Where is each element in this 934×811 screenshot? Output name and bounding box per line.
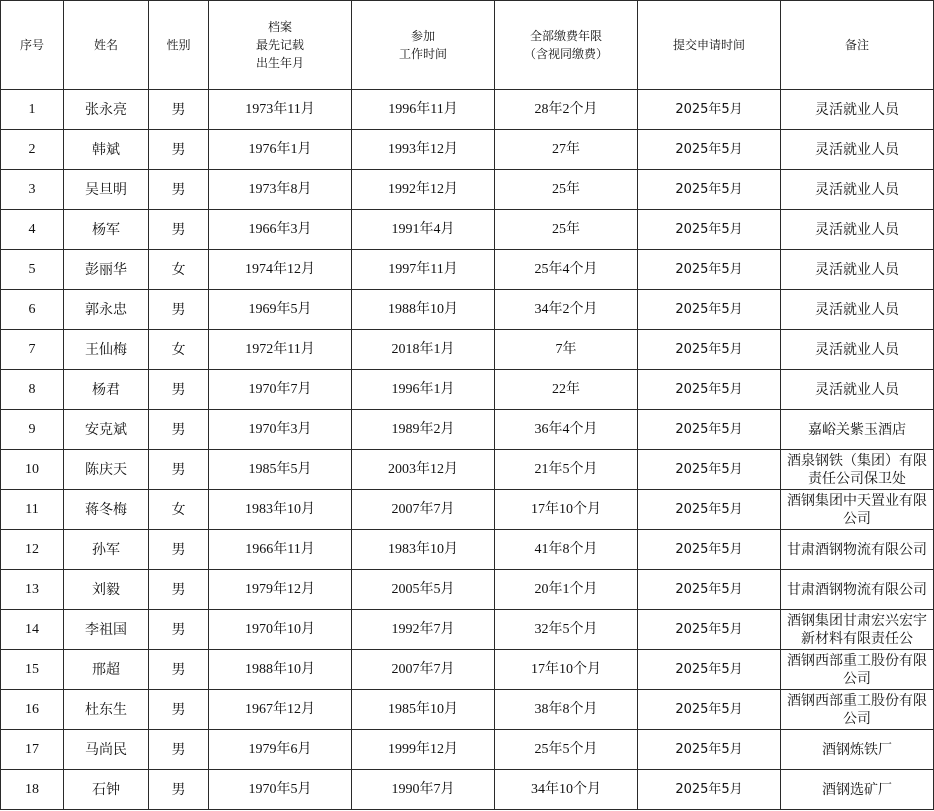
cell-name: 韩斌 <box>64 130 149 170</box>
cell-gender: 男 <box>149 290 209 330</box>
cell-gender: 男 <box>149 690 209 730</box>
cell-index: 5 <box>1 250 64 290</box>
cell-remark <box>781 370 934 410</box>
header-birth <box>209 1 352 90</box>
cell-remark-text: 灵活就业人员 <box>815 181 899 198</box>
cell-name: 李祖国 <box>64 610 149 650</box>
cell-submit-time: 2025年5月 <box>638 370 781 410</box>
cell-birth: 1973年11月 <box>209 90 352 130</box>
table-row <box>1 570 934 610</box>
cell-contribution: 25年 <box>495 210 638 250</box>
cell-submit-time: 2025年5月 <box>638 130 781 170</box>
cell-remark <box>781 650 934 690</box>
cell-name: 陈庆天 <box>64 450 149 490</box>
cell-remark <box>781 530 934 570</box>
cell-gender: 男 <box>149 90 209 130</box>
cell-remark-text: 灵活就业人员 <box>815 261 899 278</box>
header-name: 姓名 <box>64 1 149 90</box>
cell-work-start: 2018年1月 <box>352 330 495 370</box>
cell-index: 4 <box>1 210 64 250</box>
table-row <box>1 250 934 290</box>
cell-work-start: 1988年10月 <box>352 290 495 330</box>
cell-remark-text: 甘肃酒钢物流有限公司 <box>787 581 927 598</box>
table-row <box>1 90 934 130</box>
cell-remark <box>781 490 934 530</box>
cell-work-start: 1983年10月 <box>352 530 495 570</box>
cell-work-start: 1989年2月 <box>352 410 495 450</box>
cell-submit-time: 2025年5月 <box>638 170 781 210</box>
cell-contribution: 7年 <box>495 330 638 370</box>
cell-remark-text: 酒钢西部重工股份有限公司 <box>787 652 927 687</box>
cell-gender: 男 <box>149 450 209 490</box>
cell-remark-text: 灵活就业人员 <box>815 101 899 118</box>
cell-submit-time: 2025年5月 <box>638 90 781 130</box>
cell-birth: 1970年7月 <box>209 370 352 410</box>
cell-gender: 男 <box>149 730 209 770</box>
cell-work-start: 2005年5月 <box>352 570 495 610</box>
cell-contribution: 28年2个月 <box>495 90 638 130</box>
cell-remark-text: 酒钢炼铁厂 <box>822 741 892 758</box>
cell-work-start: 1996年1月 <box>352 370 495 410</box>
cell-index: 17 <box>1 730 64 770</box>
cell-name: 刘毅 <box>64 570 149 610</box>
cell-work-start: 1992年12月 <box>352 170 495 210</box>
cell-work-start: 1997年11月 <box>352 250 495 290</box>
table-row <box>1 410 934 450</box>
table-row <box>1 450 934 490</box>
cell-remark-text: 酒泉钢铁（集团）有限责任公司保卫处 <box>787 452 927 487</box>
table-body <box>1 90 934 810</box>
cell-work-start: 1985年10月 <box>352 690 495 730</box>
cell-contribution: 22年 <box>495 370 638 410</box>
cell-name: 孙军 <box>64 530 149 570</box>
header-work-start-line: 参加 <box>410 29 435 43</box>
cell-remark <box>781 130 934 170</box>
cell-work-start: 1993年12月 <box>352 130 495 170</box>
cell-work-start: 1992年7月 <box>352 610 495 650</box>
cell-remark-text: 酒钢选矿厂 <box>822 781 892 798</box>
cell-remark <box>781 770 934 810</box>
cell-index: 11 <box>1 490 64 530</box>
cell-name: 王仙梅 <box>64 330 149 370</box>
cell-contribution: 34年2个月 <box>495 290 638 330</box>
cell-index: 18 <box>1 770 64 810</box>
cell-remark <box>781 210 934 250</box>
cell-birth: 1976年1月 <box>209 130 352 170</box>
cell-remark <box>781 450 934 490</box>
cell-remark-text: 灵活就业人员 <box>815 141 899 158</box>
cell-remark <box>781 610 934 650</box>
header-contribution-line: （含视同缴费） <box>523 47 608 61</box>
cell-index: 10 <box>1 450 64 490</box>
cell-submit-time: 2025年5月 <box>638 250 781 290</box>
cell-name: 杜东生 <box>64 690 149 730</box>
cell-gender: 男 <box>149 170 209 210</box>
cell-birth: 1970年3月 <box>209 410 352 450</box>
header-contribution <box>495 1 638 90</box>
cell-index: 8 <box>1 370 64 410</box>
cell-contribution: 25年 <box>495 170 638 210</box>
cell-birth: 1967年12月 <box>209 690 352 730</box>
cell-remark <box>781 410 934 450</box>
table-row <box>1 730 934 770</box>
header-work-start-line: 工作时间 <box>398 47 447 61</box>
cell-gender: 女 <box>149 330 209 370</box>
cell-index: 7 <box>1 330 64 370</box>
header-submit-time: 提交申请时间 <box>638 1 781 90</box>
cell-birth: 1985年5月 <box>209 450 352 490</box>
cell-index: 9 <box>1 410 64 450</box>
cell-work-start: 2007年7月 <box>352 650 495 690</box>
cell-gender: 男 <box>149 530 209 570</box>
table-row <box>1 650 934 690</box>
cell-remark-text: 酒钢西部重工股份有限公司 <box>787 692 927 727</box>
cell-gender: 男 <box>149 770 209 810</box>
cell-birth: 1988年10月 <box>209 650 352 690</box>
cell-remark-text: 酒钢集团甘肃宏兴宏宇新材料有限责任公 <box>787 612 927 647</box>
table-row <box>1 770 934 810</box>
cell-gender: 男 <box>149 370 209 410</box>
cell-name: 吴旦明 <box>64 170 149 210</box>
header-birth-line: 档案 <box>267 20 292 34</box>
cell-name: 郭永忠 <box>64 290 149 330</box>
cell-gender: 男 <box>149 130 209 170</box>
cell-contribution: 27年 <box>495 130 638 170</box>
cell-work-start: 1999年12月 <box>352 730 495 770</box>
cell-submit-time: 2025年5月 <box>638 730 781 770</box>
cell-submit-time: 2025年5月 <box>638 410 781 450</box>
cell-remark-text: 嘉峪关紫玉酒店 <box>808 421 906 438</box>
table-row <box>1 210 934 250</box>
header-index: 序号 <box>1 1 64 90</box>
cell-contribution: 17年10个月 <box>495 650 638 690</box>
cell-submit-time: 2025年5月 <box>638 570 781 610</box>
cell-submit-time: 2025年5月 <box>638 330 781 370</box>
cell-submit-time: 2025年5月 <box>638 290 781 330</box>
cell-contribution: 25年4个月 <box>495 250 638 290</box>
cell-birth: 1969年5月 <box>209 290 352 330</box>
cell-submit-time: 2025年5月 <box>638 210 781 250</box>
header-work-start <box>352 1 495 90</box>
table-row <box>1 610 934 650</box>
cell-gender: 男 <box>149 410 209 450</box>
cell-name: 石钟 <box>64 770 149 810</box>
cell-index: 3 <box>1 170 64 210</box>
cell-contribution: 25年5个月 <box>495 730 638 770</box>
cell-gender: 女 <box>149 250 209 290</box>
cell-remark <box>781 250 934 290</box>
cell-name: 彭丽华 <box>64 250 149 290</box>
header-birth-line: 最先记载 <box>255 38 304 52</box>
cell-contribution: 41年8个月 <box>495 530 638 570</box>
cell-index: 12 <box>1 530 64 570</box>
cell-work-start: 2007年7月 <box>352 490 495 530</box>
cell-remark <box>781 90 934 130</box>
cell-submit-time: 2025年5月 <box>638 610 781 650</box>
cell-gender: 女 <box>149 490 209 530</box>
cell-submit-time: 2025年5月 <box>638 770 781 810</box>
cell-index: 14 <box>1 610 64 650</box>
table-row <box>1 170 934 210</box>
header-remark: 备注 <box>781 1 934 90</box>
cell-index: 2 <box>1 130 64 170</box>
cell-name: 杨君 <box>64 370 149 410</box>
cell-work-start: 1996年11月 <box>352 90 495 130</box>
table-row <box>1 370 934 410</box>
cell-work-start: 2003年12月 <box>352 450 495 490</box>
cell-gender: 男 <box>149 650 209 690</box>
cell-birth: 1979年12月 <box>209 570 352 610</box>
table-row <box>1 690 934 730</box>
cell-name: 安克斌 <box>64 410 149 450</box>
cell-contribution: 21年5个月 <box>495 450 638 490</box>
cell-remark-text: 甘肃酒钢物流有限公司 <box>787 541 927 558</box>
cell-remark-text: 灵活就业人员 <box>815 341 899 358</box>
cell-remark-text: 灵活就业人员 <box>815 221 899 238</box>
cell-gender: 男 <box>149 210 209 250</box>
header-gender: 性别 <box>149 1 209 90</box>
cell-remark <box>781 330 934 370</box>
header-contribution-line: 全部缴费年限 <box>529 29 602 43</box>
cell-work-start: 1991年4月 <box>352 210 495 250</box>
cell-submit-time: 2025年5月 <box>638 530 781 570</box>
cell-remark <box>781 570 934 610</box>
cell-contribution: 34年10个月 <box>495 770 638 810</box>
header-birth-line: 出生年月 <box>255 56 304 70</box>
table-row <box>1 130 934 170</box>
cell-birth: 1966年11月 <box>209 530 352 570</box>
cell-birth: 1970年5月 <box>209 770 352 810</box>
cell-contribution: 36年4个月 <box>495 410 638 450</box>
table-row <box>1 490 934 530</box>
table-row <box>1 330 934 370</box>
cell-contribution: 17年10个月 <box>495 490 638 530</box>
cell-remark-text: 酒钢集团中天置业有限公司 <box>787 492 927 527</box>
cell-gender: 男 <box>149 610 209 650</box>
cell-birth: 1973年8月 <box>209 170 352 210</box>
header-row <box>1 1 934 90</box>
cell-remark <box>781 170 934 210</box>
cell-name: 张永亮 <box>64 90 149 130</box>
cell-remark-text: 灵活就业人员 <box>815 301 899 318</box>
cell-submit-time: 2025年5月 <box>638 650 781 690</box>
cell-contribution: 38年8个月 <box>495 690 638 730</box>
cell-birth: 1983年10月 <box>209 490 352 530</box>
cell-name: 邢超 <box>64 650 149 690</box>
cell-remark <box>781 730 934 770</box>
cell-index: 1 <box>1 90 64 130</box>
cell-birth: 1979年6月 <box>209 730 352 770</box>
cell-submit-time: 2025年5月 <box>638 490 781 530</box>
cell-remark-text: 灵活就业人员 <box>815 381 899 398</box>
cell-remark <box>781 690 934 730</box>
cell-work-start: 1990年7月 <box>352 770 495 810</box>
cell-remark <box>781 290 934 330</box>
cell-name: 马尚民 <box>64 730 149 770</box>
cell-birth: 1972年11月 <box>209 330 352 370</box>
cell-index: 16 <box>1 690 64 730</box>
cell-name: 蒋冬梅 <box>64 490 149 530</box>
cell-contribution: 20年1个月 <box>495 570 638 610</box>
table-row <box>1 290 934 330</box>
cell-index: 6 <box>1 290 64 330</box>
table-header <box>1 1 934 90</box>
cell-submit-time: 2025年5月 <box>638 450 781 490</box>
cell-index: 13 <box>1 570 64 610</box>
cell-birth: 1970年10月 <box>209 610 352 650</box>
cell-birth: 1966年3月 <box>209 210 352 250</box>
cell-name: 杨军 <box>64 210 149 250</box>
table-row <box>1 530 934 570</box>
cell-contribution: 32年5个月 <box>495 610 638 650</box>
cell-index: 15 <box>1 650 64 690</box>
cell-submit-time: 2025年5月 <box>638 690 781 730</box>
cell-gender: 男 <box>149 570 209 610</box>
cell-birth: 1974年12月 <box>209 250 352 290</box>
